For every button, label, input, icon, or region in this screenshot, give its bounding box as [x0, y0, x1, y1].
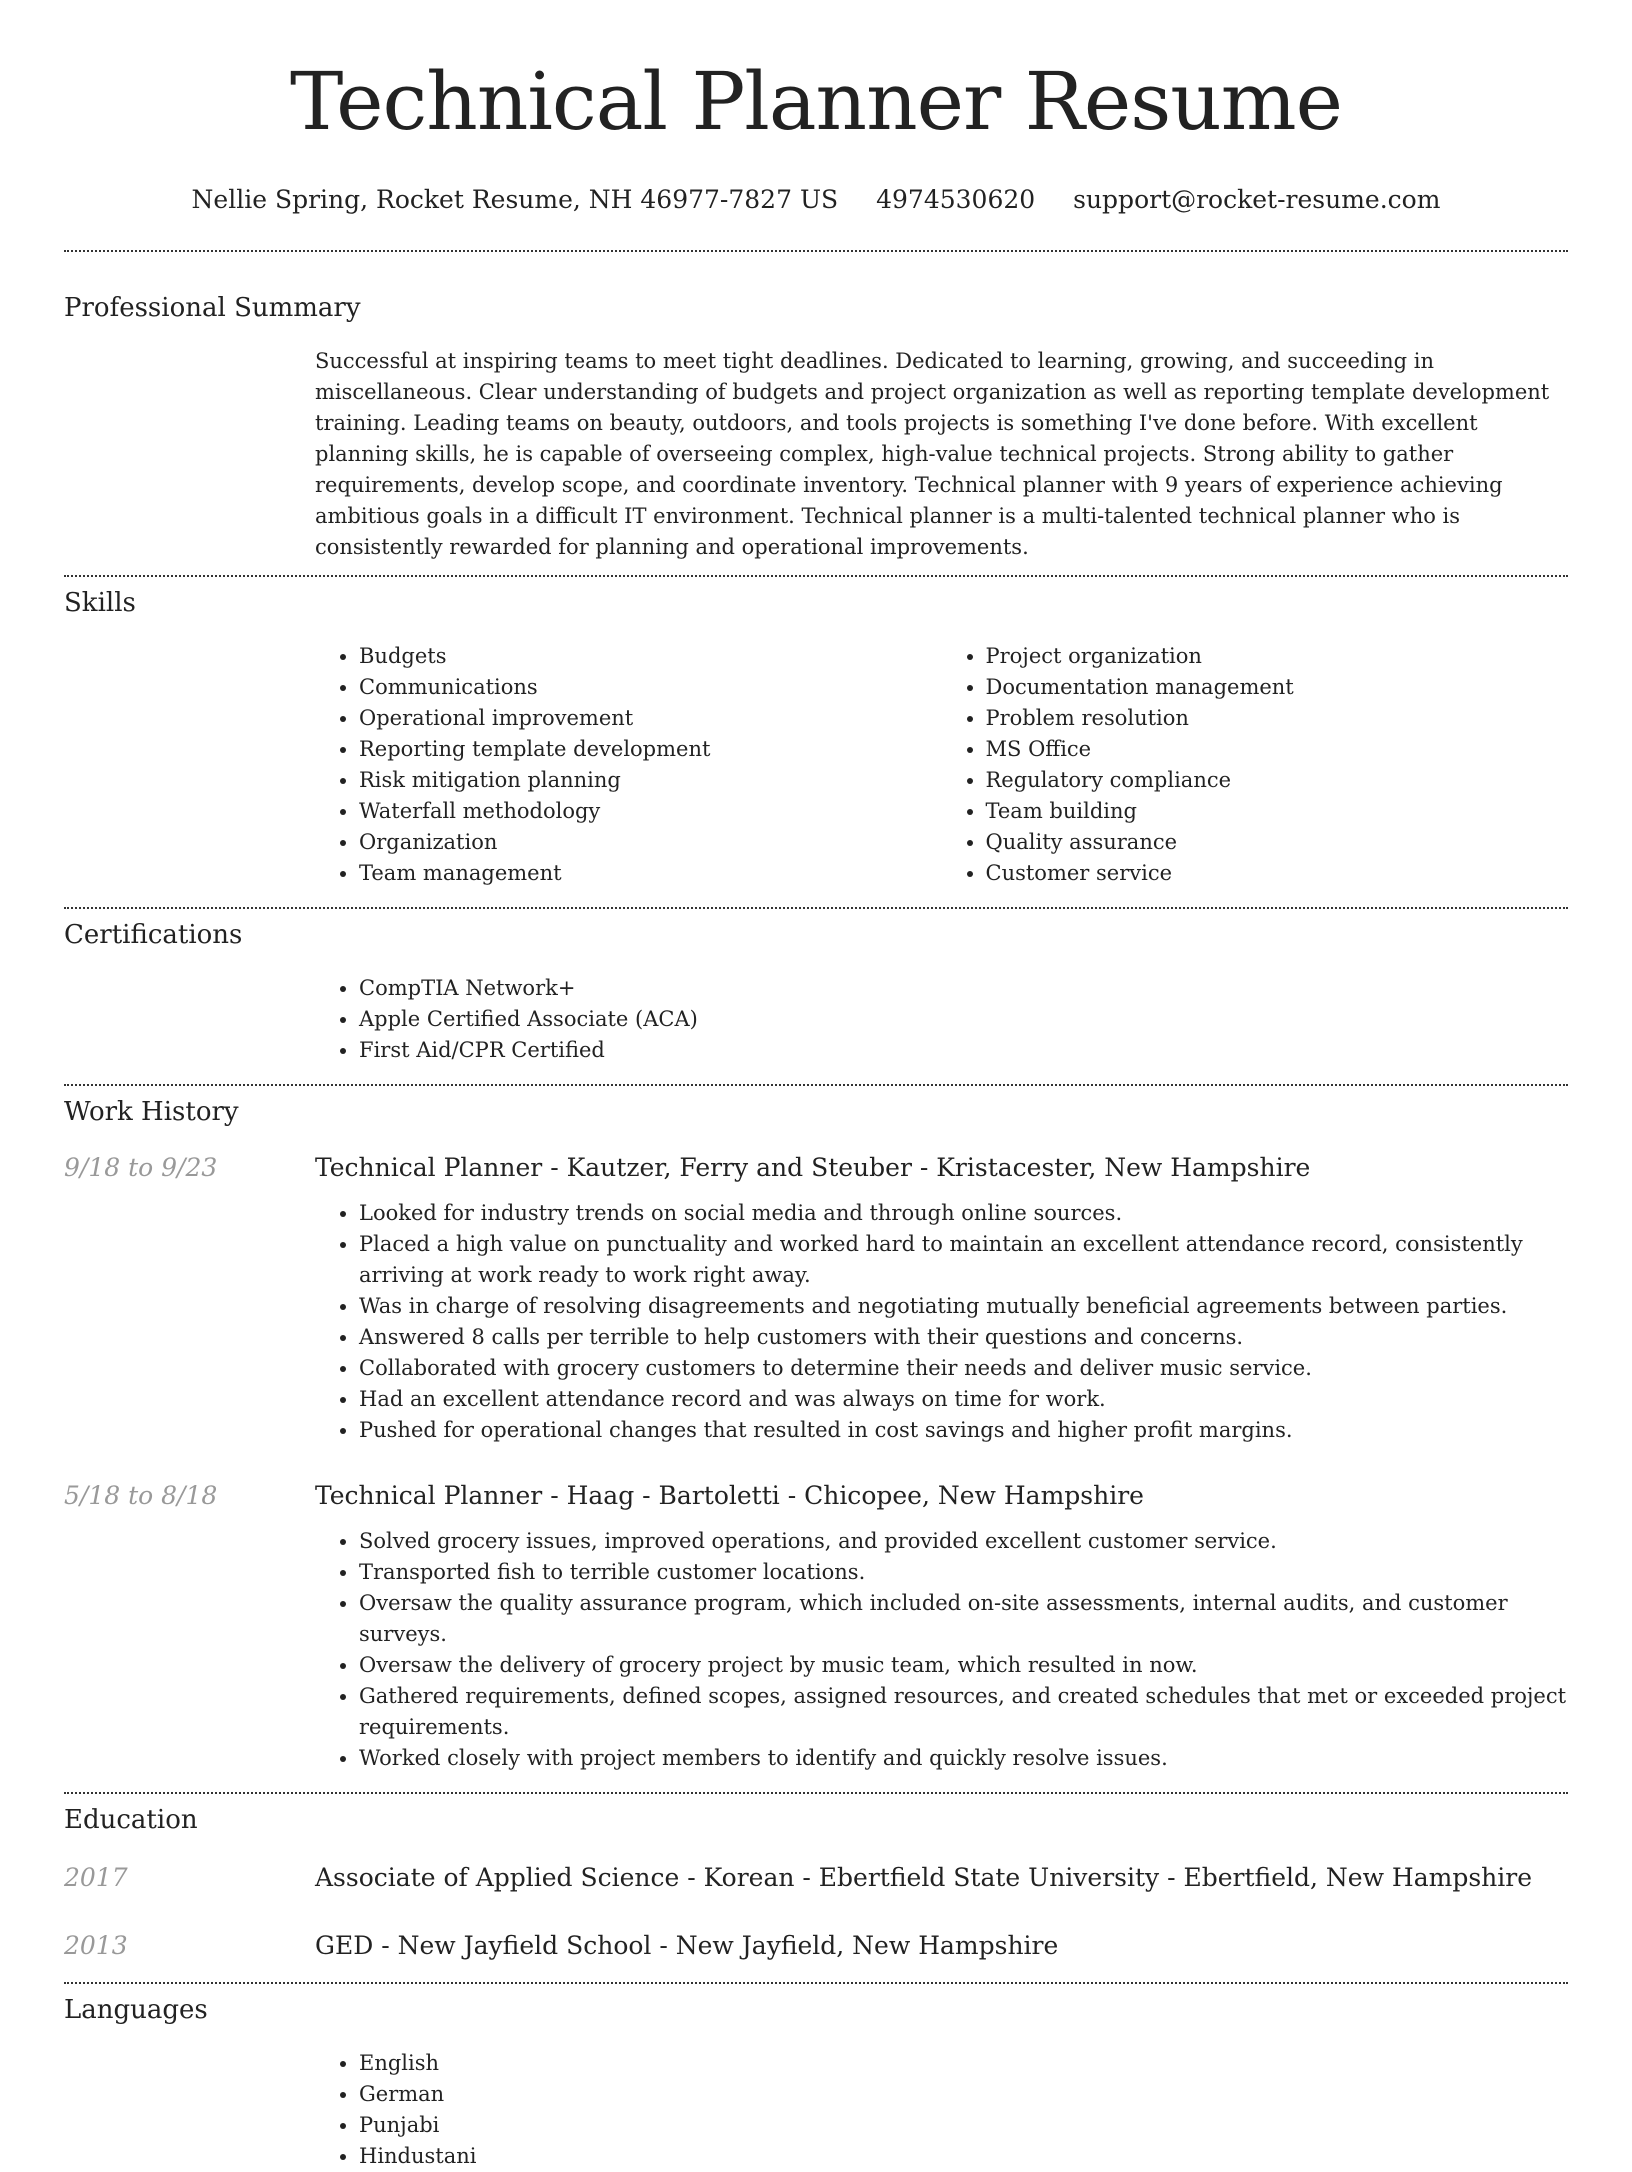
- job-bullets: [315, 1526, 1568, 1774]
- skill-item: • Regulatory compliance: [986, 765, 1569, 796]
- job-entry: [64, 1152, 1568, 1446]
- education-year: 2017: [64, 1863, 128, 1892]
- certifications-content: [315, 973, 1568, 1066]
- skill-item: • Project organization: [986, 641, 1569, 672]
- job-bullet: • Had an excellent attendance record and was always on time for work.: [359, 1384, 1568, 1415]
- skills-content: [315, 641, 1568, 889]
- skill-item: • Organization: [359, 827, 942, 858]
- job-bullet: • Gathered requirements, defined scopes, assigned resources, and created schedules that met or exceeded project requirements.: [359, 1681, 1568, 1743]
- skill-item: • Risk mitigation planning: [359, 765, 942, 796]
- job-bullet: • Collaborated with grocery customers to determine their needs and deliver music service.: [359, 1353, 1568, 1384]
- skill-item: • Budgets: [359, 641, 942, 672]
- certifications-section: [0, 909, 1632, 1066]
- contact-line: [0, 184, 1632, 216]
- language-item: • Punjabi: [359, 2110, 1568, 2141]
- page-title: Technical Planner Resume: [290, 55, 1342, 148]
- job-bullet: • Looked for industry trends on social media and through online sources.: [359, 1198, 1568, 1229]
- skills-columns: [315, 641, 1568, 889]
- job-dates: 9/18 to 9/23: [64, 1153, 218, 1182]
- contact-address: Nellie Spring, Rocket Resume, NH 46977-7827 US: [191, 185, 839, 214]
- education-section: [0, 1794, 1632, 1962]
- skills-list-left: [315, 641, 942, 889]
- skills-section: [0, 577, 1632, 889]
- job-bullet: • Solved grocery issues, improved operations, and provided excellent customer service.: [359, 1526, 1568, 1557]
- skills-list-right: [942, 641, 1569, 889]
- certification-item: • CompTIA Network+: [359, 973, 1568, 1004]
- contact-phone: 4974530620: [876, 185, 1036, 214]
- contact-email: support@rocket-resume.com: [1073, 185, 1441, 214]
- skill-item: • Problem resolution: [986, 703, 1569, 734]
- education-heading: Education: [64, 1805, 198, 1835]
- language-item: • Hindustani: [359, 2141, 1568, 2172]
- education-entry: [64, 1930, 1568, 1962]
- job-title: Technical Planner - Haag - Bartoletti - Chicopee, New Hampshire: [315, 1481, 1144, 1510]
- job-main: [315, 1480, 1568, 1774]
- languages-section: [0, 1984, 1632, 2172]
- job-bullet: • Worked closely with project members to identify and quickly resolve issues.: [359, 1743, 1568, 1774]
- job-bullet: • Oversaw the quality assurance program, which included on-site assessments, internal audits, and customer surveys.: [359, 1588, 1568, 1650]
- skill-item: • Waterfall methodology: [359, 796, 942, 827]
- job-main: [315, 1152, 1568, 1446]
- education-title: GED - New Jayfield School - New Jayfield, New Hampshire: [315, 1931, 1059, 1960]
- skill-item: • Documentation management: [986, 672, 1569, 703]
- language-item: • English: [359, 2048, 1568, 2079]
- job-dates: 5/18 to 8/18: [64, 1481, 218, 1510]
- job-bullet: • Oversaw the delivery of grocery project by music team, which resulted in now.: [359, 1650, 1568, 1681]
- skill-item: • MS Office: [986, 734, 1569, 765]
- skill-item: • Customer service: [986, 858, 1569, 889]
- education-year: 2013: [64, 1931, 128, 1960]
- job-bullet: • Transported fish to terrible customer locations.: [359, 1557, 1568, 1588]
- job-bullet: • Was in charge of resolving disagreements and negotiating mutually beneficial agreements between parties.: [359, 1291, 1568, 1322]
- languages-list: [315, 2048, 1568, 2172]
- work-heading: Work History: [64, 1097, 239, 1127]
- skill-item: • Team management: [359, 858, 942, 889]
- summary-content: [315, 346, 1568, 563]
- skills-heading: Skills: [64, 588, 136, 618]
- job-bullet: • Pushed for operational changes that resulted in cost savings and higher profit margins.: [359, 1415, 1568, 1446]
- certification-item: • Apple Certified Associate (ACA): [359, 1004, 1568, 1035]
- work-section: [0, 1086, 1632, 1774]
- education-entry: [64, 1862, 1568, 1894]
- language-item: • German: [359, 2079, 1568, 2110]
- summary-heading: Professional Summary: [64, 293, 361, 323]
- certifications-list: [315, 973, 1568, 1066]
- skill-item: • Team building: [986, 796, 1569, 827]
- summary-section: [0, 252, 1632, 563]
- skill-item: • Quality assurance: [986, 827, 1569, 858]
- skill-item: • Communications: [359, 672, 942, 703]
- summary-text: Successful at inspiring teams to meet tight deadlines. Dedicated to learning, growing, and succeeding in miscellaneous. Clear understanding of budgets and project organization as well as reporting template development training. Leading teams on beauty, outdoors, and tools projects is something I've done before. With excellent planning skills, he is capable of overseeing complex, high-value technical projects. Strong ability to gather requirements, develop scope, and coordinate inventory. Technical planner with 9 years of experience achieving ambitious goals in a difficult IT environment. Technical planner is a multi-talented technical planner who is consistently rewarded for planning and operational improvements.: [315, 349, 1550, 559]
- skill-item: • Reporting template development: [359, 734, 942, 765]
- skill-item: • Operational improvement: [359, 703, 942, 734]
- job-entry: [64, 1480, 1568, 1774]
- education-title: Associate of Applied Science - Korean - Ebertfield State University - Ebertfield, New Hampshire: [315, 1863, 1533, 1892]
- job-bullet: • Answered 8 calls per terrible to help customers with their questions and concerns.: [359, 1322, 1568, 1353]
- certification-item: • First Aid/CPR Certified: [359, 1035, 1568, 1066]
- job-title: Technical Planner - Kautzer, Ferry and Steuber - Kristacester, New Hampshire: [315, 1153, 1311, 1182]
- job-bullets: [315, 1198, 1568, 1446]
- certifications-heading: Certifications: [64, 920, 243, 950]
- languages-content: [315, 2048, 1568, 2172]
- languages-heading: Languages: [64, 1995, 208, 2025]
- job-bullet: • Placed a high value on punctuality and worked hard to maintain an excellent attendance record, consistently arriving at work ready to work right away.: [359, 1229, 1568, 1291]
